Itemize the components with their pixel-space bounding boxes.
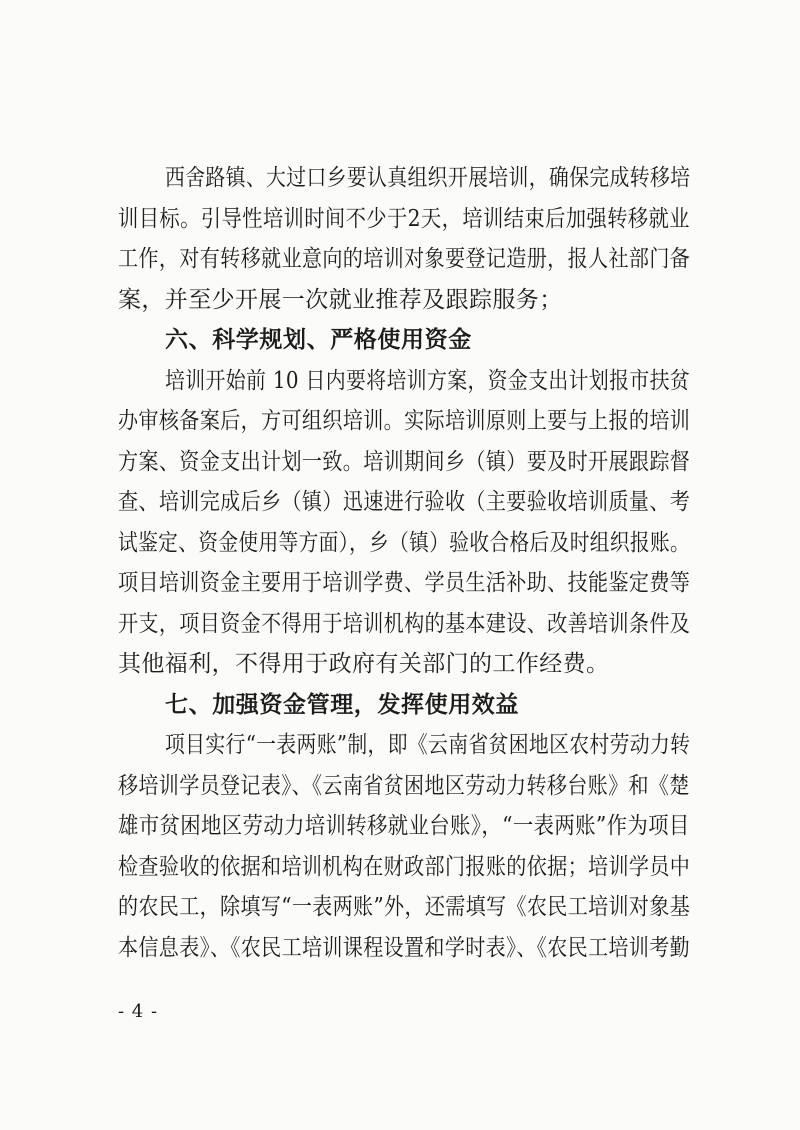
text-line-11: 项目培训资金主要用于培训学费、学员生活补助、技能鉴定费等 [118, 570, 691, 596]
text-line-6: 培训开始前 10 日内要将培训方案，资金支出计划报市扶贫 [165, 368, 691, 394]
text-line-2: 训目标。引导性培训时间不少于2天，培训结束后加强转移就业 [118, 206, 690, 232]
text-line-16: 移培训学员登记表》、《云南省贫困地区劳动力转移台账》和《楚 [118, 773, 690, 799]
text-line-3: 工作，对有转移就业意向的培训对象要登记造册，报人社部门备 [118, 246, 691, 272]
text-line-4: 案，并至少开展一次就业推荐及跟踪服务； [118, 287, 563, 313]
text-line-17: 雄市贫困地区劳动力培训转移就业台账》，“一表两账”作为项目 [118, 813, 690, 839]
text-line-12: 开支，项目资金不得用于培训机构的基本建设、改善培训条件及 [118, 611, 691, 637]
text-line-1: 西舍路镇、大过口乡要认真组织开展培训，确保完成转移培 [165, 165, 691, 191]
text-line-9: 查、培训完成后乡（镇）迅速进行验收（主要验收培训质量、考 [118, 489, 691, 515]
text-line-7: 办审核备案后，方可组织培训。实际培训原则上要与上报的培训 [118, 408, 691, 434]
text-line-18: 检查验收的依据和培训机构在财政部门报账的依据；培训学员中 [118, 854, 691, 880]
section-heading-7: 七、加强资金管理，发挥使用效益 [165, 692, 519, 718]
page-number: - 4 - [118, 1001, 159, 1022]
text-line-10: 试鉴定、资金使用等方面），乡（镇）验收合格后及时组织报账。 [118, 530, 691, 556]
text-line-20: 本信息表》、《农民工培训课程设置和学时表》、《农民工培训考勤 [118, 935, 691, 961]
text-line-13: 其他福利，不得用于政府有关部门的工作经费。 [118, 651, 610, 677]
section-heading-6: 六、科学规划、严格使用资金 [165, 327, 472, 353]
text-line-15: 项目实行“一表两账”制，即《云南省贫困地区农村劳动力转 [165, 732, 691, 758]
text-line-19: 的农民工，除填写“一表两账”外，还需填写《农民工培训对象基 [118, 894, 691, 920]
text-line-8: 方案、资金支出计划一致。培训期间乡（镇）要及时开展跟踪督 [118, 449, 691, 475]
